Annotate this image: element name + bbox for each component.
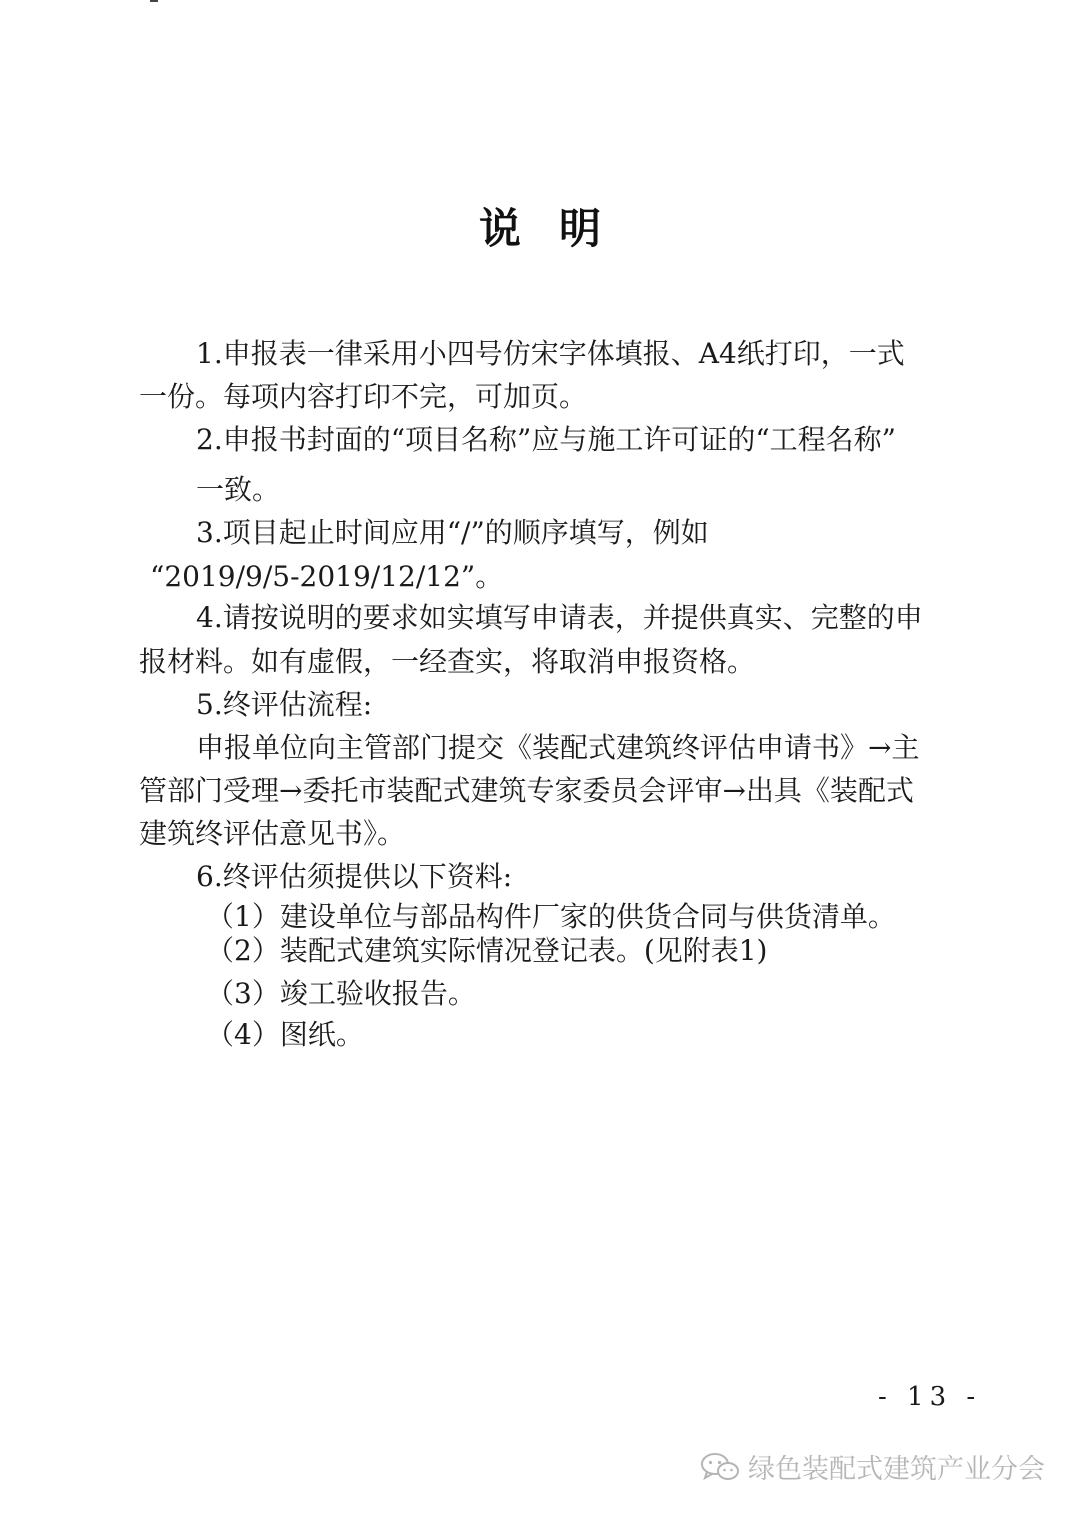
document-title: 说明	[478, 204, 639, 253]
instruction-line-14: （1）建设单位与部品构件厂家的供货合同与供货清单。	[206, 900, 896, 933]
instruction-line-8: 报材料。如有虚假，一经查实，将取消申报资格。	[139, 645, 756, 678]
instruction-line-4: 一致。	[196, 473, 281, 506]
instruction-line-1: 1.申报表一律采用小四号仿宋字体填报、A4纸打印，一式	[196, 337, 905, 370]
scan-mark	[150, 0, 158, 2]
instruction-line-13: 6.终评估须提供以下资料:	[196, 860, 513, 893]
instruction-line-10: 申报单位向主管部门提交《装配式建筑终评估申请书》→主	[196, 731, 920, 764]
watermark-text: 绿色装配式建筑产业分会	[748, 1454, 1045, 1485]
instruction-line-6: “2019/9/5-2019/12/12”。	[150, 560, 504, 593]
instruction-line-2: 一份。每项内容打印不完，可加页。	[139, 380, 588, 413]
instruction-line-17: （4）图纸。	[206, 1018, 364, 1051]
wechat-icon	[700, 1451, 740, 1483]
instruction-line-5: 3.项目起止时间应用“/”的顺序填写，例如	[196, 516, 709, 549]
instruction-line-15: （2）装配式建筑实际情况登记表。(见附表1)	[206, 934, 768, 967]
instruction-line-12: 建筑终评估意见书》。	[139, 817, 406, 850]
instruction-line-11: 管部门受理→委托市装配式建筑专家委员会评审→出具《装配式	[139, 774, 914, 807]
watermark	[700, 1447, 1045, 1486]
instruction-line-3: 2.申报书封面的“项目名称”应与施工许可证的“工程名称”	[196, 423, 896, 456]
instruction-line-7: 4.请按说明的要求如实填写申请表，并提供真实、完整的申	[196, 601, 923, 634]
instruction-line-16: （3）竣工验收报告。	[206, 977, 476, 1010]
page-number: - 13 -	[878, 1382, 982, 1412]
instruction-line-9: 5.终评估流程:	[196, 688, 373, 721]
